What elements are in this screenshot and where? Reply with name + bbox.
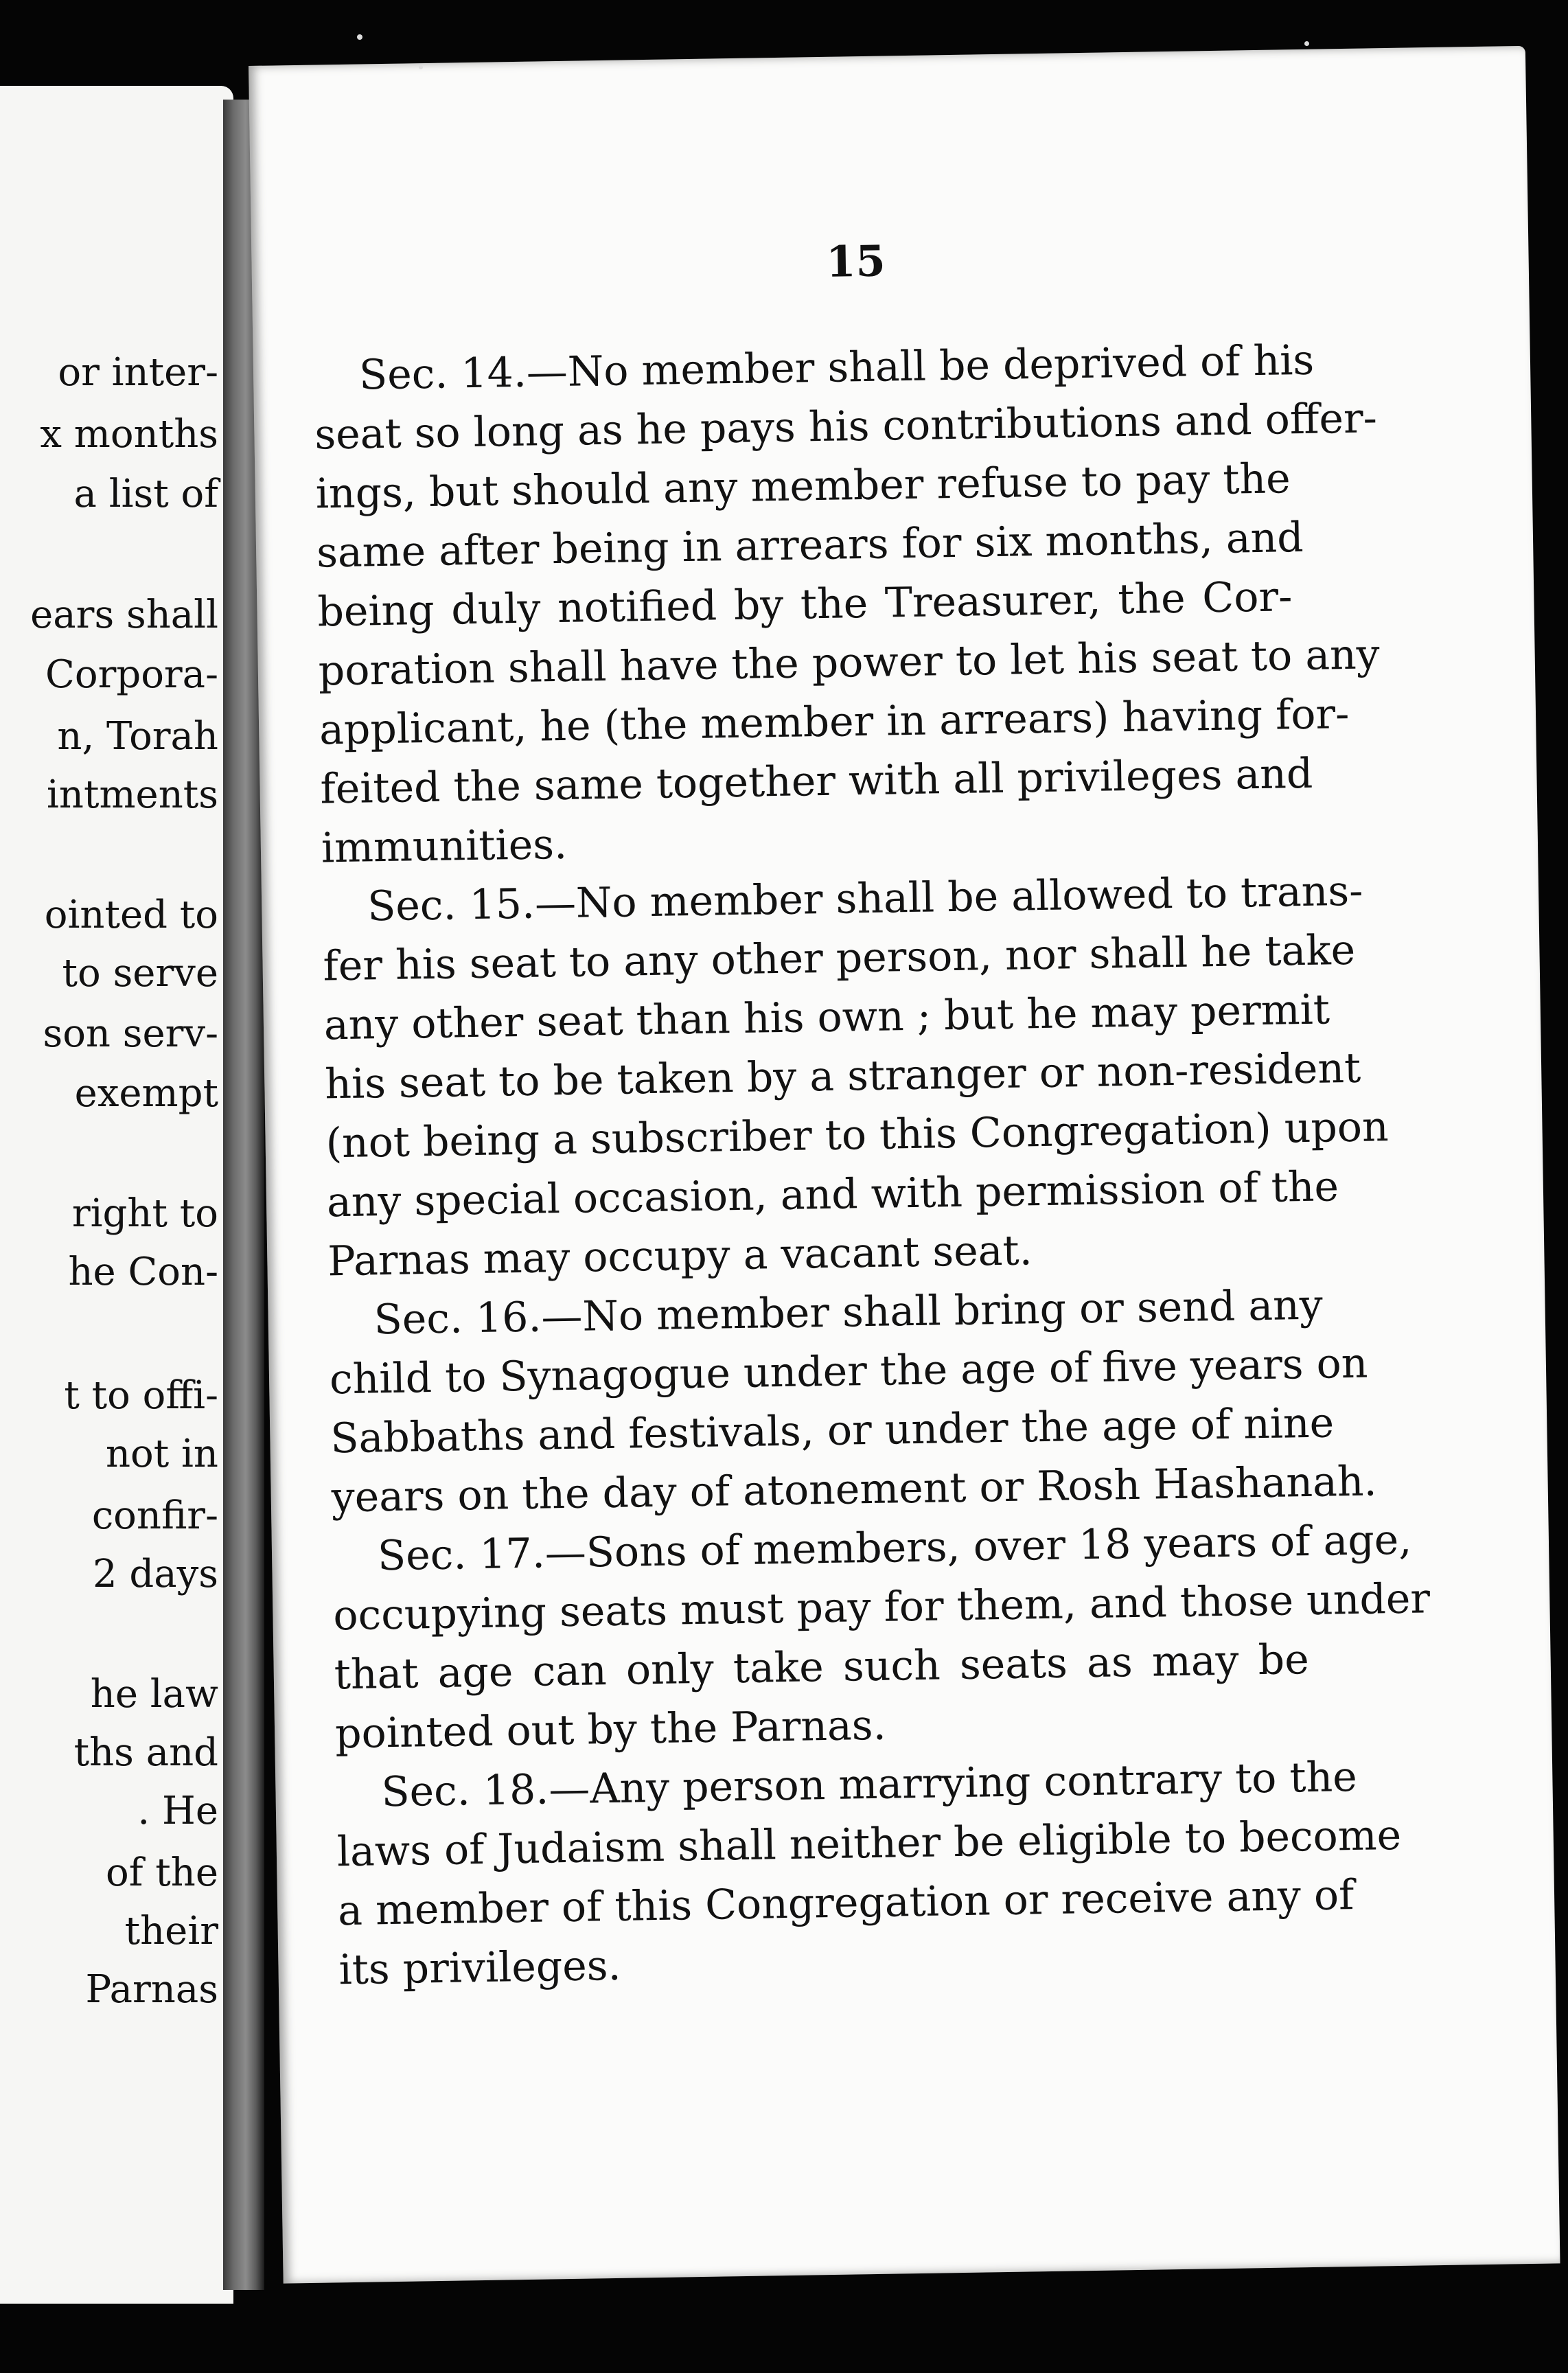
- text-line: poration shall have the power to let his seat to any: [318, 630, 1381, 696]
- section-paragraph: [332, 1512, 1431, 1763]
- text-line: fer his seat to any other person, nor shall he take: [323, 926, 1356, 991]
- left-page-line: to serve: [62, 951, 218, 996]
- text-line: that age can only take such seats as may be: [334, 1636, 1310, 1699]
- text-line: immunities.: [321, 820, 568, 873]
- left-page-line: ointed to: [44, 893, 218, 937]
- text-line: years on the day of atonement or Rosh Hashanah.: [331, 1457, 1378, 1522]
- text-line: any other seat than his own ; but he may permit: [323, 985, 1330, 1050]
- text-line: applicant, he (the member in arrears) having for-: [319, 689, 1350, 755]
- left-page-line: x months: [40, 412, 218, 457]
- dust-speck: [419, 65, 423, 69]
- body-text: [313, 331, 1431, 1999]
- text-line: occupying seats must pay for them, and those under: [332, 1574, 1431, 1640]
- left-page-line: a list of: [73, 472, 218, 516]
- left-page-line: t to offi-: [64, 1373, 218, 1418]
- text-line: seat so long as he pays his contributions and offer-: [314, 394, 1378, 459]
- text-line: child to Synagogue under the age of five years on: [329, 1339, 1368, 1404]
- left-page-line: . He: [137, 1789, 218, 1833]
- left-page-line: their: [124, 1909, 218, 1953]
- text-line: (not being a subscriber to this Congregation) upon: [325, 1103, 1390, 1168]
- left-page-line: he Con-: [68, 1250, 218, 1294]
- left-page: [0, 86, 233, 2304]
- section-paragraph: [328, 1276, 1378, 1527]
- text-line: Sec. 15.—No member shall be allowed to trans-: [367, 867, 1363, 931]
- left-page-line: ths and: [73, 1730, 218, 1775]
- right-page: [249, 46, 1560, 2284]
- left-page-line: of the: [106, 1850, 218, 1895]
- left-page-line: son serv-: [43, 1011, 218, 1056]
- left-page-line: n, Torah: [57, 714, 218, 759]
- left-page-line: Corpora-: [45, 652, 218, 697]
- left-page-line: Parnas: [85, 1967, 218, 2012]
- text-line: same after being in arrears for six months, and: [316, 513, 1304, 577]
- text-line: Sec. 14.—No member shall be deprived of his: [358, 336, 1315, 400]
- left-page-line: he law: [90, 1672, 218, 1717]
- text-line: Sabbaths and festivals, or under the age of nine: [330, 1399, 1335, 1463]
- text-line: Sec. 17.—Sons of members, over 18 years of age,: [377, 1515, 1412, 1581]
- text-line: feited the same together with all privileges and: [320, 749, 1313, 814]
- text-line: Parnas may occupy a vacant seat.: [327, 1226, 1033, 1286]
- left-page-line: not in: [105, 1432, 218, 1476]
- text-line: his seat to be taken by a stranger or non-resident: [324, 1044, 1361, 1109]
- left-page-line: right to: [71, 1191, 218, 1236]
- text-line: pointed out by the Parnas.: [334, 1701, 887, 1758]
- left-page-line: exempt: [74, 1071, 218, 1116]
- text-line: ings, but should any member refuse to pay the: [315, 455, 1291, 518]
- left-page-line: intments: [46, 772, 218, 817]
- text-line: laws of Judaism shall neither be eligible to become: [336, 1811, 1402, 1877]
- left-page-line: or inter-: [58, 350, 218, 395]
- dust-speck: [357, 34, 362, 40]
- text-line: any special occasion, and with permission of the: [326, 1162, 1339, 1227]
- section-paragraph: [322, 862, 1390, 1291]
- text-line: a member of this Congregation or receive any of: [337, 1871, 1354, 1936]
- text-line: Sec. 16.—No member shall bring or send any: [373, 1281, 1324, 1344]
- section-paragraph: [336, 1748, 1402, 1999]
- text-line: being duly notified by the Treasurer, the Cor-: [316, 573, 1293, 637]
- left-page-line: confir-: [91, 1493, 218, 1538]
- text-line: Sec. 18.—Any person marrying contrary to the: [380, 1752, 1358, 1817]
- dust-speck: [1304, 41, 1309, 46]
- left-page-line: ears shall: [30, 593, 218, 637]
- left-page-line: 2 days: [92, 1552, 218, 1596]
- page-number: 15: [825, 236, 886, 287]
- section-paragraph: [313, 331, 1381, 878]
- text-line: its privileges.: [338, 1941, 622, 1995]
